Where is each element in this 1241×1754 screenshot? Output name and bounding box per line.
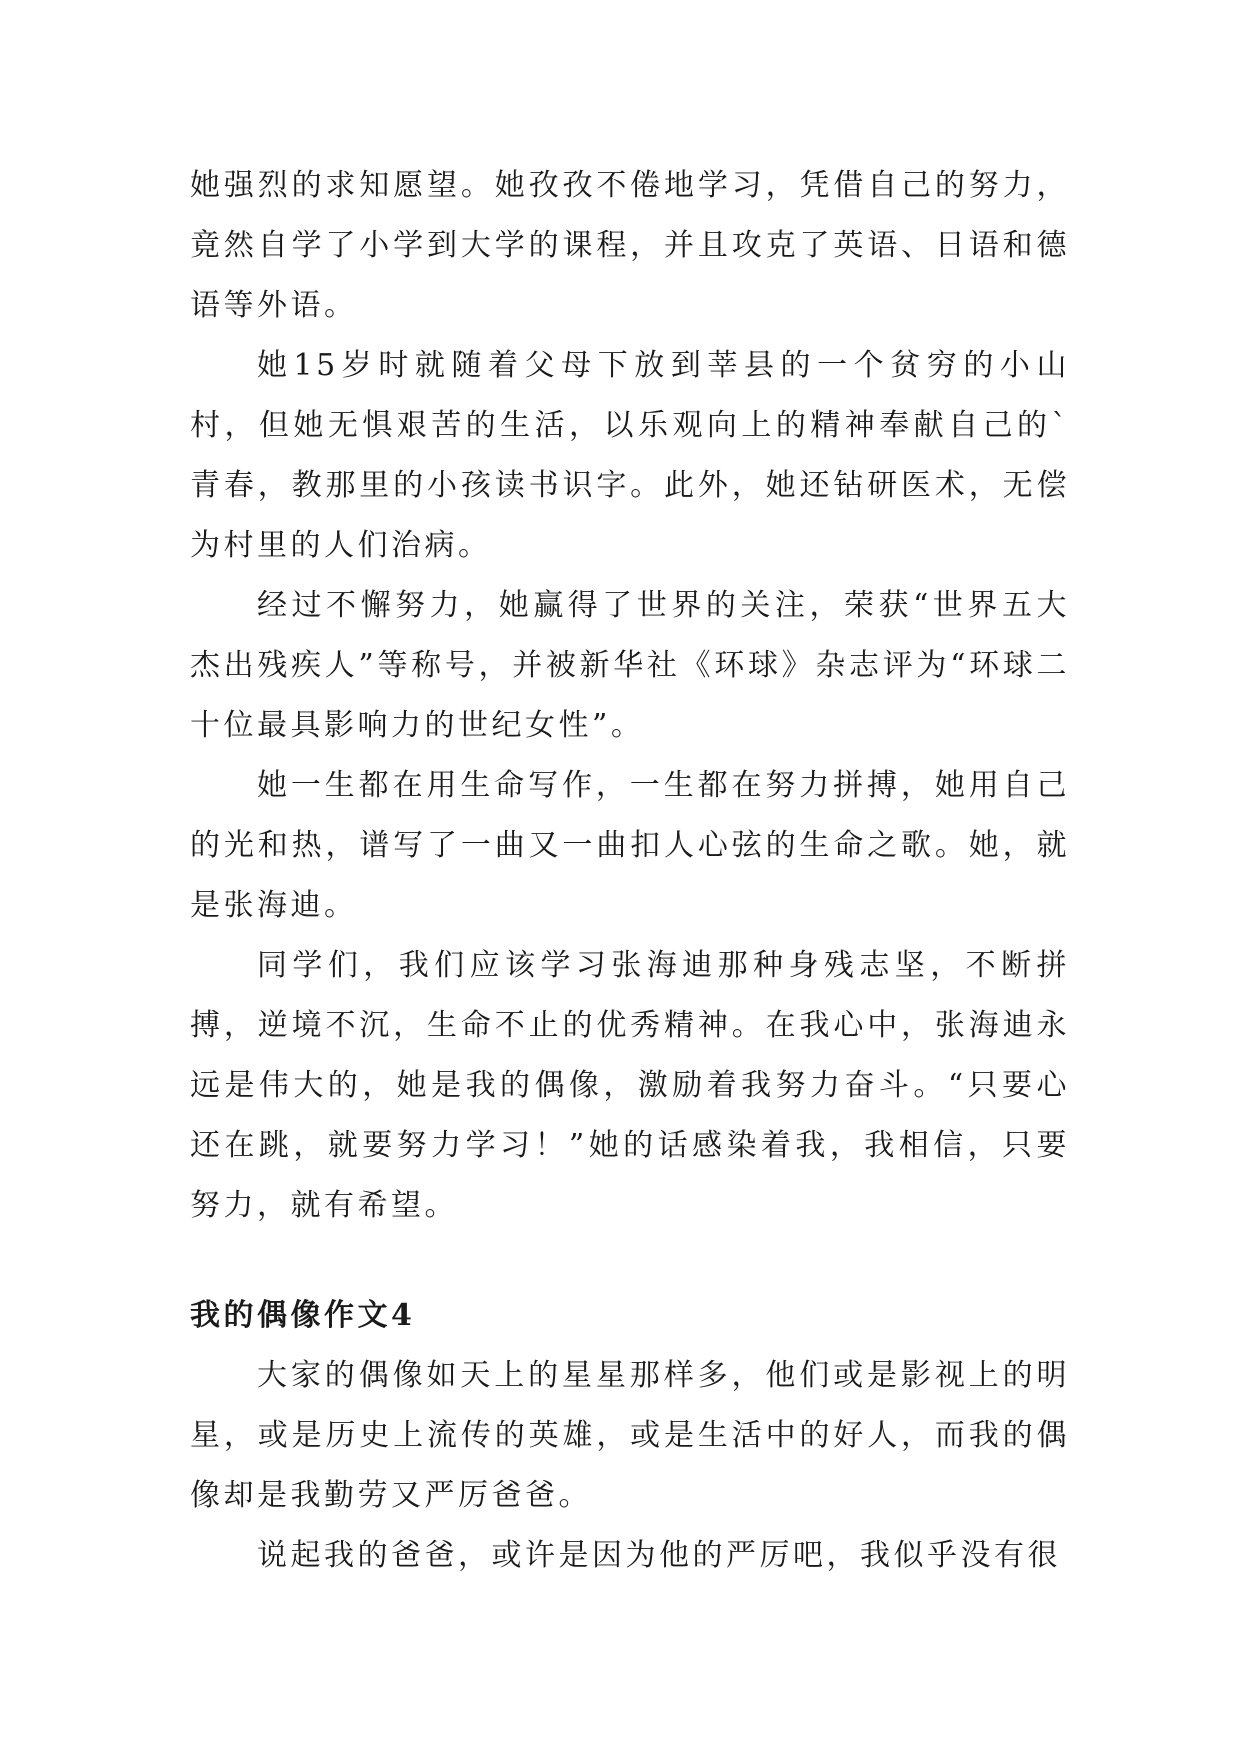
- paragraph: 她一生都在用生命写作，一生都在努力拼搏，她用自己的光和热，谱写了一曲又一曲扣人心弦的生命之歌。她，就是张海迪。: [190, 768, 1070, 923]
- section-title: 我的偶像作文4: [190, 1298, 416, 1333]
- paragraph: 大家的偶像如天上的星星那样多，他们或是影视上的明星，或是历史上流传的英雄，或是生活中的好人，而我的偶像却是我勤劳又严厉爸爸。: [190, 1358, 1070, 1513]
- paragraph: 经过不懈努力，她赢得了世界的关注，荣获“世界五大杰出残疾人”等称号，并被新华社《环球》杂志评为“环球二十位最具影响力的世纪女性”。: [190, 588, 1070, 743]
- paragraph-continuation: 她强烈的求知愿望。她孜孜不倦地学习，凭借自己的努力，竟然自学了小学到大学的课程，并且攻克了英语、日语和德语等外语。: [190, 168, 1070, 323]
- paragraph: 说起我的爸爸，或许是因为他的严厉吧，我似乎没有很: [257, 1538, 1061, 1573]
- paragraph: 她15岁时就随着父母下放到莘县的一个贫穷的小山村，但她无惧艰苦的生活，以乐观向上的精神奉献自己的`青春，教那里的小孩读书识字。此外，她还钻研医术，无偿为村里的人们治病。: [190, 348, 1070, 563]
- paragraph: 同学们，我们应该学习张海迪那种身残志坚，不断拼搏，逆境不沉，生命不止的优秀精神。在我心中，张海迪永远是伟大的，她是我的偶像，激励着我努力奋斗。“只要心还在跳，就要努力学习！”她的话感染着我，我相信，只要努力，就有希望。: [190, 948, 1070, 1223]
- document-body: [190, 156, 1070, 1586]
